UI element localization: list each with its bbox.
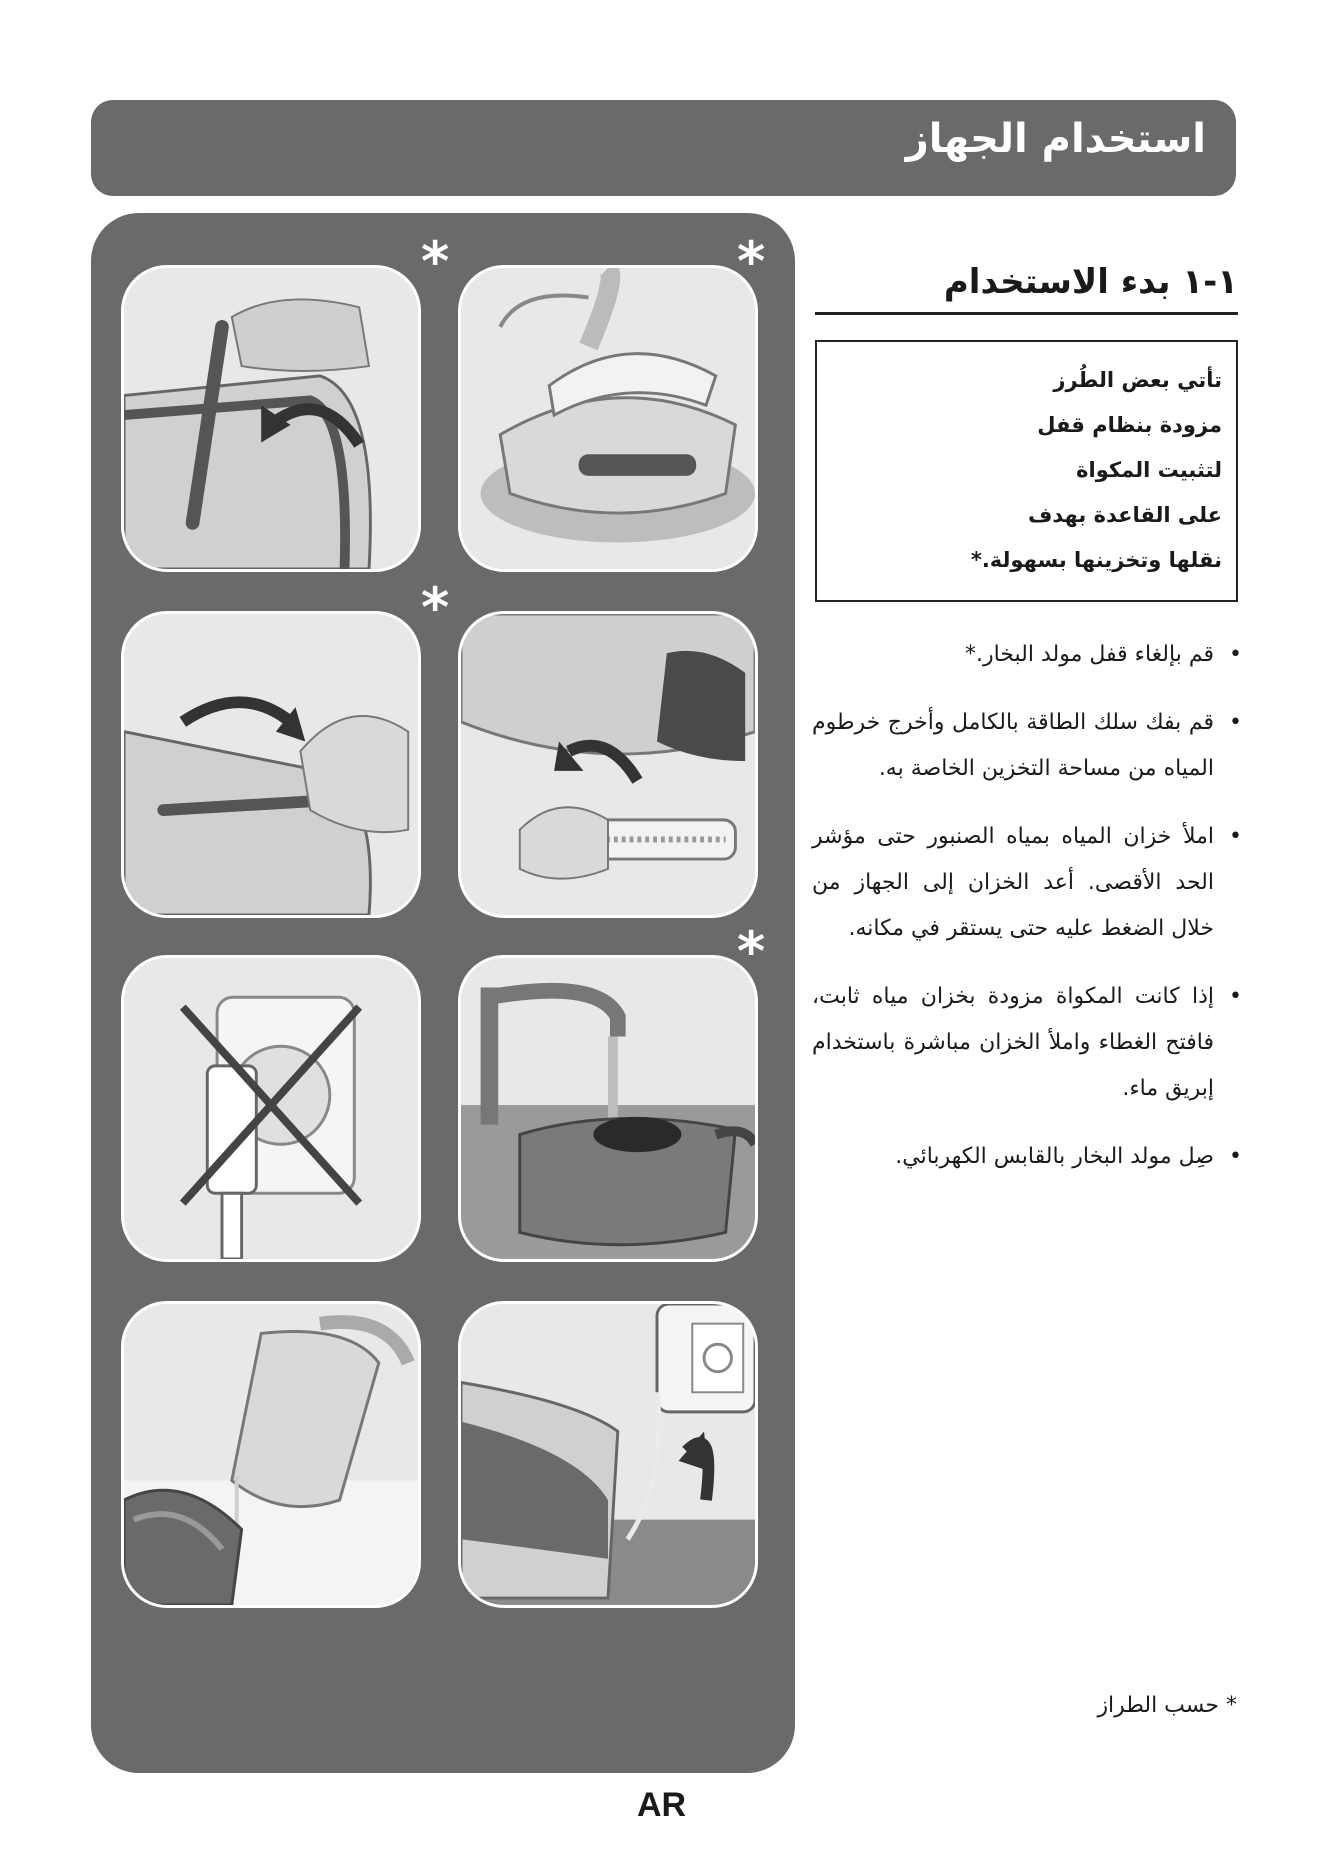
instruction-item: • صِل مولد البخار بالقابس الكهربائي. [812, 1134, 1242, 1180]
note-line: لتثبيت المكواة [1076, 458, 1222, 482]
instruction-item: • قم بفك سلك الطاقة بالكامل وأخرج خرطوم المياه من مساحة التخزين الخاصة به. [812, 700, 1242, 792]
instruction-item: • املأ خزان المياه بمياه الصنبور حتى مؤشر الحد الأقصى. أعد الخزان إلى الجهاز من خلال الضغط عليه حتى يستقر في مكانه. [812, 814, 1242, 952]
model-dependent-star: * [421, 576, 450, 639]
header-bar [91, 100, 1236, 196]
lever-rotate-illustration [121, 611, 421, 918]
note-line: على القاعدة بهدف [1027, 503, 1222, 527]
section-title: ١-١ بدء الاستخدام [943, 262, 1238, 302]
model-dependent-star: * [421, 230, 450, 293]
kettle-fill-illustration [121, 1301, 421, 1608]
note-line: مزودة بنظام قفل [1037, 413, 1222, 437]
no-plug-illustration [121, 955, 421, 1262]
cord-release-illustration [458, 611, 758, 918]
model-dependent-star: * [737, 230, 766, 293]
note-line: تأتي بعض الطُرز [1053, 368, 1222, 392]
plug-in-illustration [458, 1301, 758, 1608]
section-divider [815, 312, 1238, 315]
unlock-lever-illustration [121, 265, 421, 572]
note-line: نقلها وتخزينها بسهولة.* [970, 548, 1222, 572]
instruction-item: • قم بإلغاء قفل مولد البخار.* [812, 632, 1242, 678]
page-title: استخدام الجهاز [905, 116, 1206, 162]
instruction-list [812, 632, 1242, 1202]
iron-lift-illustration [458, 265, 758, 572]
model-dependent-star: * [737, 920, 766, 983]
footnote: * حسب الطراز [1097, 1693, 1237, 1718]
lock-system-note [815, 340, 1238, 602]
tap-fill-illustration [458, 955, 758, 1262]
language-code: AR [636, 1786, 687, 1824]
illustration-panel [91, 213, 795, 1773]
instruction-item: • إذا كانت المكواة مزودة بخزان مياه ثابت، فافتح الغطاء واملأ الخزان مباشرة باستخدام إبريق ماء. [812, 974, 1242, 1112]
